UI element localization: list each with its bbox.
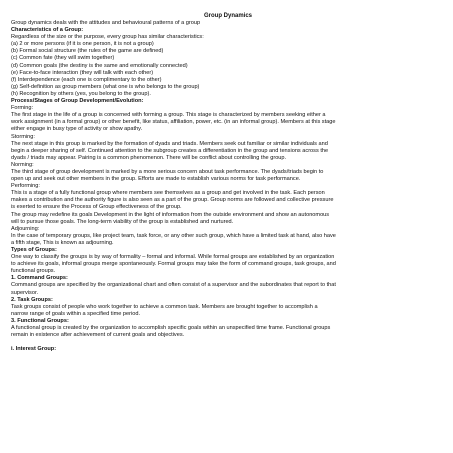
text-line: A functional group is created by the organization to accomplish specific goals within an unspecified time frame. Functional groups [11, 325, 331, 332]
text-line: to achieve its goals, informal groups merge spontaneously. Formal groups may take the form of command groups, task groups, and [11, 261, 336, 268]
text-line: begin a deeper sharing of self. Continued attention to the subgroup creates a differentiation in the group and tensions across the [11, 147, 329, 154]
text-line: Adjourning: [11, 225, 40, 232]
section-heading: Types of Groups: [11, 247, 57, 253]
text-line: work assignment (in a formal group) or other benefit, like status, affiliation, power, etc. (in an informal group). Members at this stage [11, 119, 336, 126]
text-line: (f) Interdependence (each one is complimentary to the other) [11, 76, 162, 83]
text-line: This is a stage of a fully functional group where members see themselves as a group and get involved in the task. Each person [11, 190, 325, 197]
document-body [11, 20, 445, 353]
text-line: Norming: [11, 161, 34, 168]
text-line: Regardless of the size or the purpose, every group has similar characteristics: [11, 34, 204, 41]
text-line: (g) Self-definition as group members (what one is who belongs to the group) [11, 83, 200, 90]
text-line: The first stage in the life of a group is concerned with forming a group. This stage is characterized by members seeking either a [11, 112, 326, 119]
text-line: will to pursue those goals. The long-term viability of the group is established and nurtured. [11, 218, 234, 225]
text-line: is exerted to ensure the Process of Group effectiveness of the group. [11, 204, 182, 211]
document-title: Group Dynamics [203, 13, 252, 19]
document-page [11, 12, 445, 353]
text-line: (a) 2 or more persons (if it is one person, it is not a group) [11, 41, 154, 48]
text-line: One way to classify the groups is by way of formality – formal and informal. While formal groups are established by an organization [11, 254, 335, 261]
section-heading: Process/Stages of Group Development/Evolution: [11, 98, 144, 105]
text-line: The next stage in this group is marked by the formation of dyads and triads. Members seek out familiar or similar individuals and [11, 140, 328, 147]
section-heading: 3. Functional Groups: [11, 317, 69, 324]
text-line [11, 339, 445, 346]
text-line: either engage in busy type of activity or show apathy. [11, 126, 143, 133]
section-heading: 2. Task Groups: [11, 296, 53, 303]
text-line: (d) Common goals (the destiny is the same and emotionally connected) [11, 62, 188, 69]
text-line: open up and seek out other members in the group. Efforts are made to establish various norms for task performance. [11, 176, 301, 183]
text-line: Storming: [11, 133, 35, 140]
text-line: Forming: [11, 105, 34, 112]
text-line: narrow range of goals within a specified time period. [11, 310, 141, 317]
text-line: In the case of temporary groups, like project team, task force, or any other such group, which have a limited task at hand, also have [11, 232, 336, 239]
text-line: (b) Formal social structure (the rules of the game are defined) [11, 48, 164, 55]
text-line: functional groups. [11, 268, 56, 275]
text-line: dyads / triads may appear. Pairing is a common phenomenon. There will be conflict about controlling the group. [11, 154, 287, 161]
text-line: Command groups are specified by the organizational chart and often consist of a supervisor and the subordinates that report to that [11, 282, 336, 289]
text-line: Task groups consist of people who work together to achieve a common task. Members are brought together to accomplish a [11, 303, 318, 310]
section-heading: i. Interest Group: [11, 346, 57, 353]
text-line: The group may redefine its goals Development in the light of information from the outside environment and show an autonomous [11, 211, 330, 218]
text-line: a fifth stage, This is known as adjourning. [11, 239, 114, 246]
text-line: Group dynamics deals with the attitudes and behavioural patterns of a group [11, 20, 201, 26]
section-heading: Characteristics of a Group: [11, 27, 84, 34]
text-line: makes a contribution and the authority figure is also seen as a part of the group. Group norms are followed and collective pressure [11, 197, 334, 204]
text-line: supervisor. [11, 289, 39, 296]
text-line: The third stage of group development is marked by a more serious concern about task performance. The dyads/triads begin to [11, 168, 324, 175]
text-line: (e) Face-to-face interaction (they will talk with each other) [11, 69, 154, 76]
section-heading: 1. Command Groups: [11, 275, 68, 282]
text-line: Performing: [11, 183, 40, 190]
text-line: (h) Recognition by others (yes, you belong to the group). [11, 90, 151, 97]
text-line: (c) Common fate (they will swim together) [11, 55, 115, 62]
text-line: remain in existence after achievement of current goals and objectives. [11, 332, 185, 339]
